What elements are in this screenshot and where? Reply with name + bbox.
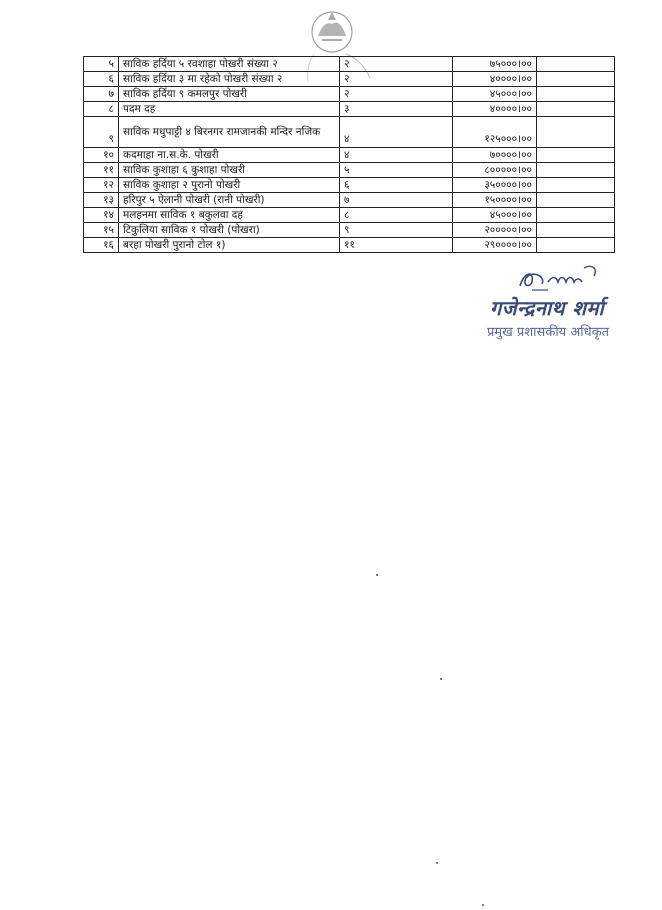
remarks-cell: [537, 87, 615, 102]
count-cell: ७: [340, 193, 453, 208]
pond-name-cell: साविक हर्दिया ९ कमलपुर पोखरी: [119, 87, 340, 102]
amount-cell: ४५०००।००: [453, 208, 537, 223]
table-row: [84, 208, 615, 223]
count-cell: ११: [340, 238, 453, 253]
pond-name-cell: साविक मधुपाट्टी ४ बिरनगर रामजानकी मन्दिर नजिक: [119, 117, 340, 148]
count-cell: ६: [340, 178, 453, 193]
remarks-cell: [537, 223, 615, 238]
pond-name-cell: पदम दह: [119, 102, 340, 117]
table-row: [84, 117, 615, 148]
table-row: [84, 178, 615, 193]
remarks-cell: [537, 208, 615, 223]
remarks-cell: [537, 117, 615, 148]
remarks-cell: [537, 238, 615, 253]
serial-number-cell: ९: [84, 117, 119, 148]
signatory-title: प्रमुख प्रशासकीय अधिकृत: [487, 325, 610, 340]
scan-speck: [440, 678, 442, 680]
count-cell: ५: [340, 163, 453, 178]
count-cell: ३: [340, 102, 453, 117]
amount-cell: ३५००००।००: [453, 178, 537, 193]
pond-name-cell: साविक कुशाहा ६ कुशाहा पोखरी: [119, 163, 340, 178]
table-row: [84, 193, 615, 208]
pond-name-cell: हरिपुर ५ ऐलानी पोखरी (रानी पोखरी): [119, 193, 340, 208]
serial-number-cell: १०: [84, 148, 119, 163]
remarks-cell: [537, 72, 615, 87]
pond-name-cell: मलहनमा साविक १ बकुलवा दह: [119, 208, 340, 223]
amount-cell: २०००००।००: [453, 223, 537, 238]
serial-number-cell: ६: [84, 72, 119, 87]
count-cell: ४: [340, 148, 453, 163]
handwritten-signature-icon: [512, 262, 604, 294]
table-row: [84, 148, 615, 163]
serial-number-cell: ७: [84, 87, 119, 102]
table-row: [84, 223, 615, 238]
remarks-cell: [537, 163, 615, 178]
scan-speck: [376, 574, 378, 576]
pond-name-cell: साविक कुशाहा २ पुरानो पोखरी: [119, 178, 340, 193]
count-cell: ४: [340, 117, 453, 148]
pond-list-table: [83, 56, 615, 253]
amount-cell: १२५०००।००: [453, 117, 537, 148]
remarks-cell: [537, 178, 615, 193]
remarks-cell: [537, 193, 615, 208]
amount-cell: ८०००००।००: [453, 163, 537, 178]
count-cell: ८: [340, 208, 453, 223]
serial-number-cell: ११: [84, 163, 119, 178]
amount-cell: ४५०००।००: [453, 87, 537, 102]
table-row: [84, 72, 615, 87]
amount-cell: ७००००।००: [453, 148, 537, 163]
serial-number-cell: ८: [84, 102, 119, 117]
table-row: [84, 102, 615, 117]
table-row: [84, 57, 615, 72]
scan-speck: [436, 862, 438, 864]
remarks-cell: [537, 102, 615, 117]
pond-name-cell: कदमाहा ना.स.के. पोखरी: [119, 148, 340, 163]
pond-name-cell: बरहा पोखरी पुरानो टोल १): [119, 238, 340, 253]
amount-cell: ४००००।००: [453, 102, 537, 117]
amount-cell: २९००००।००: [453, 238, 537, 253]
count-cell: २: [340, 72, 453, 87]
signatory-name: गजेन्द्रनाथ शर्मा: [490, 296, 605, 320]
remarks-cell: [537, 57, 615, 72]
remarks-cell: [537, 148, 615, 163]
table-row: [84, 238, 615, 253]
serial-number-cell: १२: [84, 178, 119, 193]
amount-cell: १५००००।००: [453, 193, 537, 208]
serial-number-cell: १६: [84, 238, 119, 253]
pond-name-cell: साविक हर्दिया ३ मा रहेको पोखरी संख्या २: [119, 72, 340, 87]
table-row: [84, 163, 615, 178]
serial-number-cell: १४: [84, 208, 119, 223]
pond-name-cell: टिकुलिया साविक १ पोखरी (पोखरा): [119, 223, 340, 238]
count-cell: २: [340, 57, 453, 72]
pond-name-cell: साविक हर्दिया ५ रवशाहा पोखरी संख्या २: [119, 57, 340, 72]
serial-number-cell: ५: [84, 57, 119, 72]
amount-cell: ७५०००।००: [453, 57, 537, 72]
serial-number-cell: १३: [84, 193, 119, 208]
count-cell: ९: [340, 223, 453, 238]
table-row: [84, 87, 615, 102]
serial-number-cell: १५: [84, 223, 119, 238]
amount-cell: ४००००।००: [453, 72, 537, 87]
scan-speck: [482, 904, 484, 906]
count-cell: २: [340, 87, 453, 102]
